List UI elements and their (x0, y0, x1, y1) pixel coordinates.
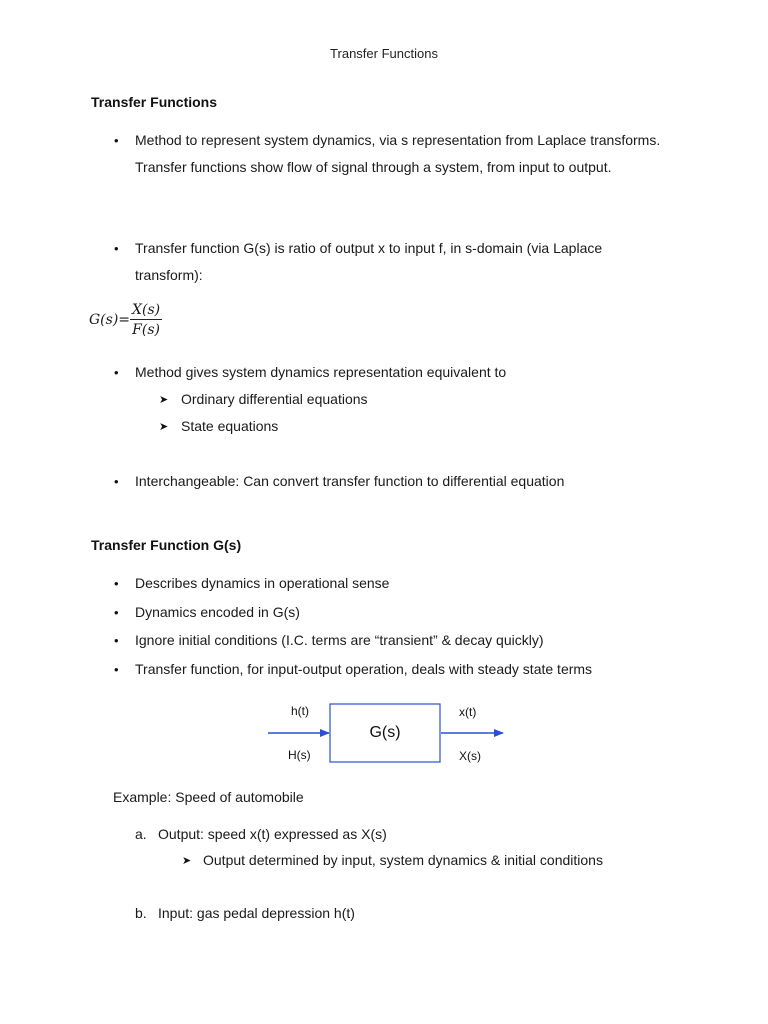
bullet-dot: • (114, 633, 119, 648)
bullet-dot: • (114, 662, 119, 677)
page-header-title: Transfer Functions (330, 46, 438, 61)
section-heading-transfer-function-gs: Transfer Function G(s) (91, 537, 242, 553)
bullet-dot: • (114, 365, 119, 380)
bullet-text: Ignore initial conditions (I.C. terms are “transient” & decay quickly) (135, 632, 544, 648)
arrow-bullet-icon: ➤ (159, 394, 169, 406)
example-item-a-sub: Output determined by input, system dynamics & initial conditions (203, 852, 603, 868)
bullet-dot: • (114, 241, 119, 256)
example-item-a: Output: speed x(t) expressed as X(s) (158, 826, 387, 842)
formula-lhs: G(s)= (89, 312, 131, 328)
list-marker-a: a. (135, 826, 147, 842)
output-time-label: x(t) (459, 705, 477, 719)
input-s-label: H(s) (288, 748, 311, 762)
bullet-dot: • (114, 133, 119, 148)
transfer-function-formula (89, 302, 162, 338)
arrow-bullet-icon: ➤ (159, 421, 169, 433)
input-time-label: h(t) (291, 704, 309, 718)
block-diagram (260, 695, 520, 775)
section-heading-transfer-functions: Transfer Functions (91, 94, 218, 110)
system-block-label: G(s) (369, 724, 401, 741)
sub-item-text: State equations (181, 418, 279, 434)
formula-fraction (130, 302, 162, 338)
bullet-text: Describes dynamics in operational sense (135, 575, 390, 591)
sub-item-text: Ordinary differential equations (181, 391, 368, 407)
bullet-dot: • (114, 576, 119, 591)
bullet-text: Interchangeable: Can convert transfer function to differential equation (135, 473, 565, 489)
bullet-dot: • (114, 474, 119, 489)
formula-numerator: X(s) (132, 302, 161, 318)
bullet-text: Transfer function G(s) is ratio of output x to input f, in s-domain (via Laplace transform): (135, 240, 603, 283)
list-marker-b: b. (135, 905, 147, 921)
bullet-dot: • (114, 605, 119, 620)
example-intro: Example: Speed of automobile (113, 789, 304, 805)
example-item-b: Input: gas pedal depression h(t) (158, 905, 355, 921)
arrow-bullet-icon: ➤ (182, 855, 192, 867)
bullet-text: Method to represent system dynamics, via s representation from Laplace transforms. Transfer functions show flow of signal through a system, from input to output. (135, 132, 661, 175)
bullet-text: Transfer function, for input-output operation, deals with steady state terms (135, 661, 593, 677)
bullet-text: Dynamics encoded in G(s) (135, 604, 300, 620)
bullet-text: Method gives system dynamics representation equivalent to (135, 364, 507, 380)
output-s-label: X(s) (459, 749, 481, 763)
formula-denominator: F(s) (132, 322, 160, 338)
